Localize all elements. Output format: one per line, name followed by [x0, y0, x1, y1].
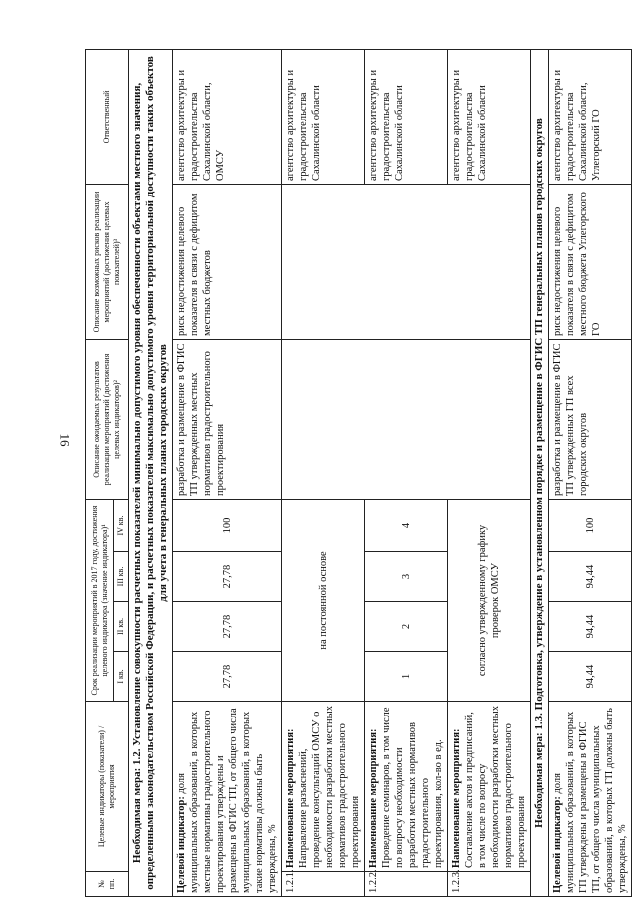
indicator-1-2-responsible: агентство архитектуры и градостроительства Сахалинской области, ОМСУ [173, 49, 282, 184]
event-1-2-3-schedule: согласно утвержденному графику проверок ОМСУ [448, 499, 531, 701]
col-num-header: № пп. [86, 872, 129, 897]
event-row [282, 49, 365, 896]
event-1-2-2-cell [365, 702, 448, 872]
event-1-2-2-q4: 4 [365, 499, 448, 551]
event-label: Наименование мероприятия: [451, 728, 462, 868]
event-1-2-1-responsible: агентство архитектуры и градостроительства Сахалинской области [282, 49, 365, 184]
header-row [86, 49, 114, 896]
events-risks-empty [282, 184, 531, 339]
event-text: Проведение семинаров, в том числе по вопросу необходимости разработки местных нормативов градостроительного проектирования, кол-во в ед. [381, 707, 444, 868]
indicator-label: Целевой индикатор: [552, 796, 563, 893]
indicator-1-2-results: разработка и размещение в ФГИС ТП утвержденных местных нормативов градостроительного проектирования [173, 339, 282, 499]
event-text: Составление актов и предписаний, в том числе по вопросу необходимости разработки местных нормативов градостроительного проектирования [464, 706, 527, 868]
q1-header: I кв. [114, 652, 129, 702]
plan-table [85, 49, 632, 897]
indicator-1-2-q1: 27,78 [173, 652, 282, 702]
indicator-1-2-q2: 27,78 [173, 602, 282, 652]
event-1-2-2-responsible: агентство архитектуры и градостроительства Сахалинской области [365, 49, 448, 184]
event-1-2-2-q3: 3 [365, 552, 448, 602]
indicator-text: доля муниципальных образований, в которых местные нормативы градостроительного проектирования утверждены и размещены в ФГИС ТП, от общего числа муниципальных образований, в которых такие нормативы должны быть утверждены, % [176, 708, 278, 893]
indicator-text: доля муниципальных образований, в которых ГП утверждены и размещены в ФГИС ТП, от общего числа муниципальных образований, в которых ГП должны быть утверждены, % [552, 708, 628, 893]
event-1-2-3-num: 1.2.3. [448, 872, 531, 897]
measure-1-3: Необходимая мера: 1.3. Подготовка, утверждение в установленном порядке и размещение в ФГИС ТП генеральных планов городских округов [531, 49, 549, 896]
indicator-1-2-q4: 100 [173, 499, 282, 551]
col-responsible-header: Ответственный [86, 49, 129, 184]
col-indicators-header: Целевые индикаторы (показатели) / мероприятия [86, 702, 129, 872]
measure-1-2: Необходимая мера: 1.2. Установление совокупности расчетных показателей минимально допустимого уровня обеспеченности объектами местного значения, определенными законодательством Российской Федерации, и расчетных показателей максимально допустимого уровня территориальной доступности таких объектов для учета в генеральных планах городских округов [129, 49, 173, 896]
event-1-2-2-q1: 1 [365, 652, 448, 702]
indicator-1-3-q3: 94,44 [549, 552, 632, 602]
col-results-header: Описание ожидаемых результатов реализации мероприятий (достижения целевых индикаторов)² [86, 339, 129, 499]
q4-header: IV кв. [114, 499, 129, 551]
event-1-2-3-responsible: агентство архитектуры и градостроительства Сахалинской области [448, 49, 531, 184]
indicator-1-2-cell [173, 702, 282, 897]
event-label: Наименование мероприятия: [285, 728, 296, 868]
indicator-1-3-responsible: агентство архитектуры и градостроительства Сахалинской области, Углегорский ГО [549, 49, 632, 184]
indicator-1-3-q2: 94,44 [549, 602, 632, 652]
indicator-row [549, 49, 632, 896]
event-1-2-1-schedule: на постоянной основе [282, 499, 365, 701]
col-risks-header: Описание возможных рисков реализации мероприятий (достижения целевых показателей)³ [86, 184, 129, 339]
indicator-1-2-risks: риск недостижения целевого показателя в связи с дефицитом местных бюджетов [173, 184, 282, 339]
event-label: Наименование мероприятия: [368, 728, 379, 868]
measure-row [531, 49, 549, 896]
indicator-1-3-results: разработка и размещение в ФГИС ТП утвержденных ГП всех городских округов [549, 339, 632, 499]
indicator-1-3-cell [549, 702, 632, 897]
indicator-1-2-q3: 27,78 [173, 552, 282, 602]
indicator-1-3-q4: 100 [549, 499, 632, 551]
indicator-1-3-risks: риск недостижения целевого показателя в связи с дефицитом местного бюджета Углегорского ГО [549, 184, 632, 339]
indicator-1-3-q1: 94,44 [549, 652, 632, 702]
page-number: 16 [57, 433, 73, 447]
event-1-2-2-num: 1.2.2. [365, 872, 448, 897]
q3-header: III кв. [114, 552, 129, 602]
event-1-2-1-cell [282, 702, 365, 872]
indicator-label: Целевой индикатор: [176, 796, 187, 893]
col-deadline-header: Срок реализации мероприятий в 2017 году, достижения целевого индикатора (значение индикатора)¹ [86, 499, 114, 701]
event-1-2-1-num: 1.2.1. [282, 872, 365, 897]
events-results-empty [282, 339, 531, 499]
indicator-row [173, 49, 282, 896]
q2-header: II кв. [114, 602, 129, 652]
event-1-2-2-q2: 2 [365, 602, 448, 652]
event-1-2-3-cell [448, 702, 531, 872]
event-text: Направление разъяснений, проведение консультаций ОМСУ о необходимости разработки местных нормативов градостроительного проектирования [298, 706, 361, 868]
measure-row [129, 49, 173, 896]
